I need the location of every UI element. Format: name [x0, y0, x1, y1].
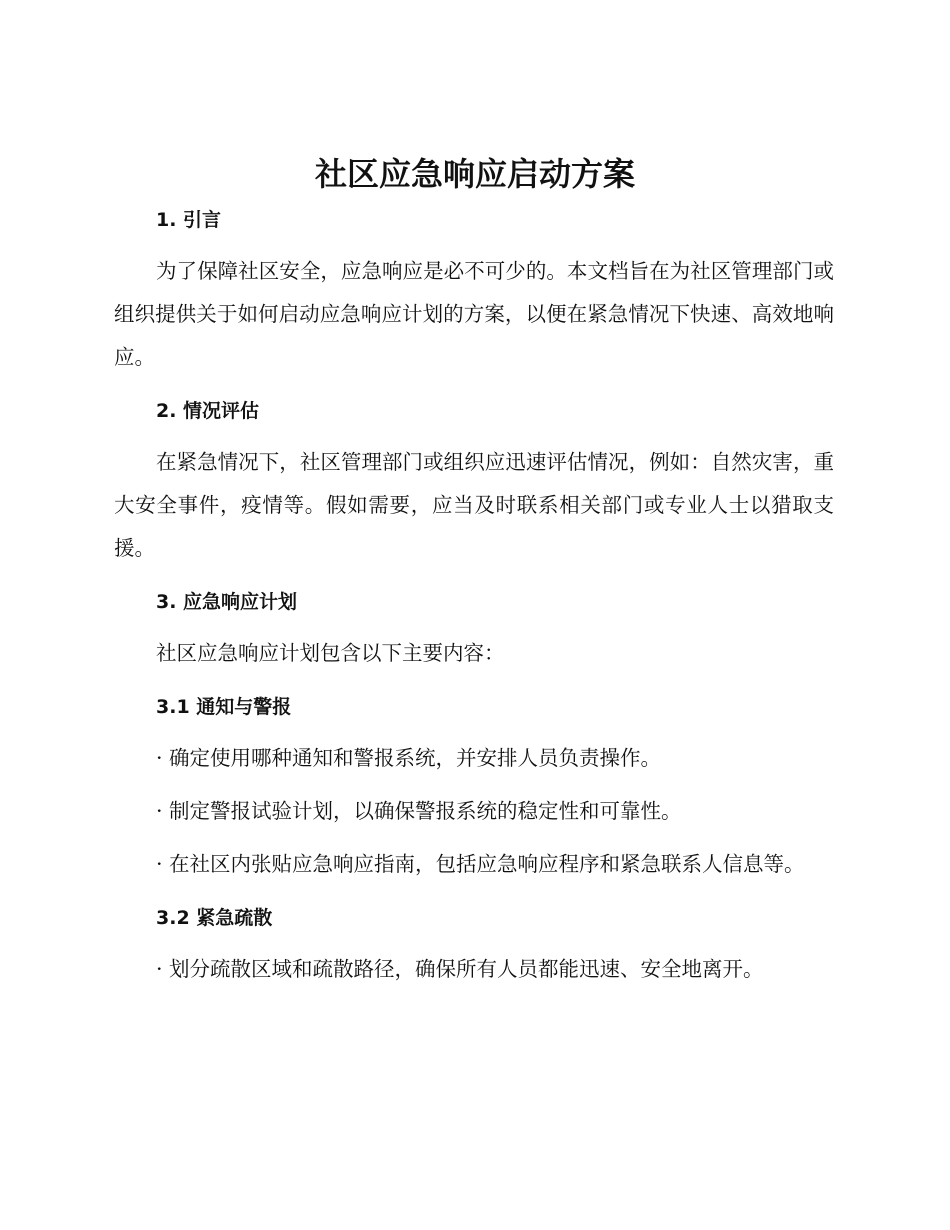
paragraph-plan: 社区应急响应计划包含以下主要内容： [156, 641, 505, 665]
bullet-item-notification-3: · 在社区内张贴应急响应指南，包括应急响应程序和紧急联系人信息等。 [156, 852, 805, 876]
bullet-item-notification-1: · 确定使用哪种通知和警报系统，并安排人员负责操作。 [156, 746, 662, 770]
paragraph-introduction: 为了保障社区安全，应急响应是必不可少的。本文档旨在为社区管理部门或组织提供关于如何启动应急响应计划的方案，以便在紧急情况下快速、高效地响应。 [114, 259, 834, 369]
section-heading-assessment: 2. 情况评估 [156, 400, 260, 422]
section-heading-introduction: 1. 引言 [156, 209, 222, 231]
document-body [114, 198, 834, 991]
paragraph-assessment: 在紧急情况下，社区管理部门或组织应迅速评估情况，例如：自然灾害，重大安全事件，疫情等。假如需要，应当及时联系相关部门或专业人士以猎取支援。 [114, 450, 834, 560]
subsection-heading-notification: 3.1 通知与警报 [156, 696, 292, 718]
subsection-heading-evacuation: 3.2 紧急疏散 [156, 907, 273, 929]
document-title: 社区应急响应启动方案 [314, 155, 635, 193]
bullet-item-evacuation-1: · 划分疏散区域和疏散路径，确保所有人员都能迅速、安全地离开。 [156, 957, 764, 981]
section-heading-plan: 3. 应急响应计划 [156, 591, 298, 613]
bullet-item-notification-2: · 制定警报试验计划，以确保警报系统的稳定性和可靠性。 [156, 799, 682, 823]
